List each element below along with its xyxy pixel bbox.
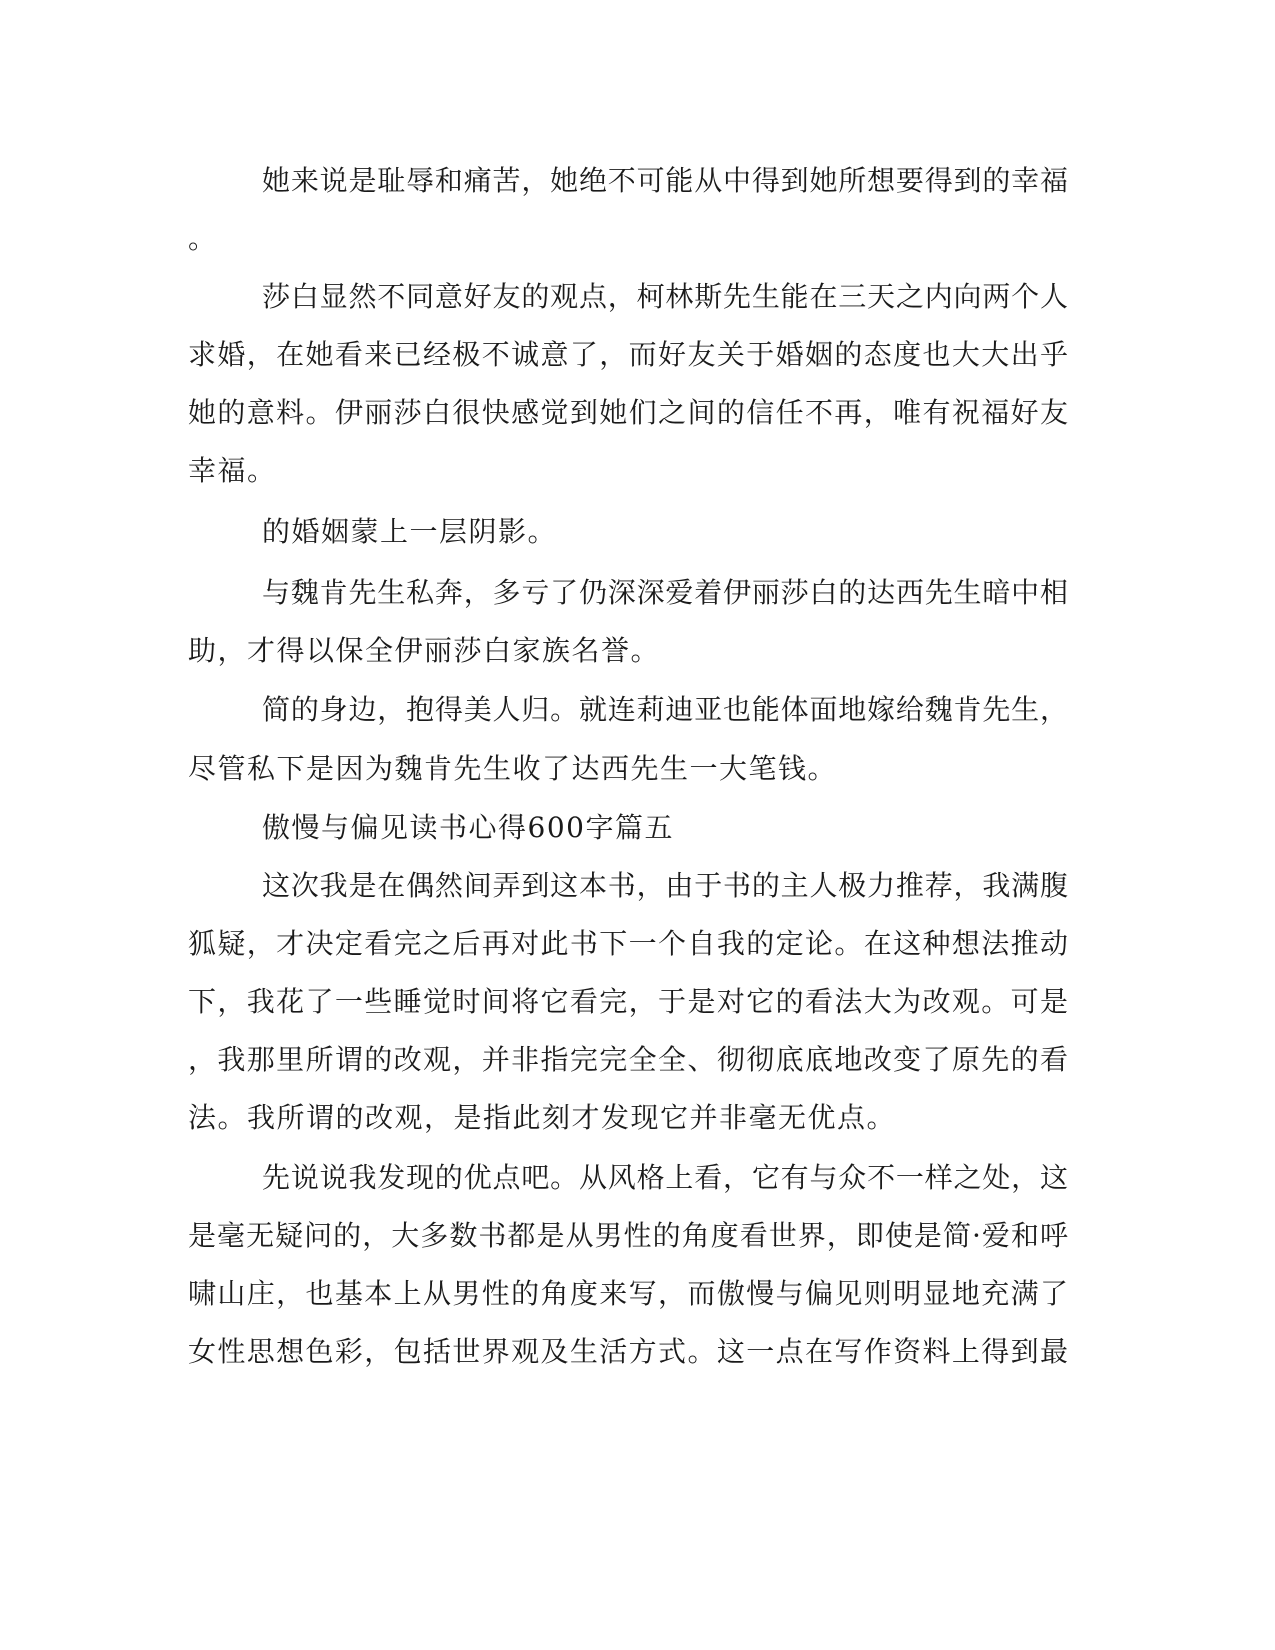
text-line-20: 啸山庄，也基本上从男性的角度来写，而傲慢与偏见则明显地充满了 bbox=[188, 1277, 1068, 1310]
text-line-14: 狐疑，才决定看完之后再对此书下一个自我的定论。在这种想法推动 bbox=[188, 927, 1068, 960]
text-line-7: 的婚姻蒙上一层阴影。 bbox=[262, 515, 558, 548]
text-line-8: 与魏肯先生私奔，多亏了仍深深爱着伊丽莎白的达西先生暗中相 bbox=[262, 576, 1068, 609]
text-line-15: 下，我花了一些睡觉时间将它看完，于是对它的看法大为改观。可是 bbox=[188, 985, 1068, 1018]
section-heading: 傲慢与偏见读书心得600字篇五 bbox=[262, 811, 674, 844]
text-line-6: 幸福。 bbox=[188, 454, 277, 487]
text-line-16: ，我那里所谓的改观，并非指完完全全、彻彻底底地改变了原先的看 bbox=[188, 1043, 1068, 1076]
text-line-1: 她来说是耻辱和痛苦，她绝不可能从中得到她所想要得到的幸福 bbox=[262, 164, 1068, 197]
text-line-3: 莎白显然不同意好友的观点，柯林斯先生能在三天之内向两个人 bbox=[262, 280, 1068, 313]
text-line-9: 助，才得以保全伊丽莎白家族名誉。 bbox=[188, 634, 661, 667]
text-line-17: 法。我所谓的改观，是指此刻才发现它并非毫无优点。 bbox=[188, 1101, 897, 1134]
text-line-19: 是毫无疑问的，大多数书都是从男性的角度看世界，即使是简·爱和呼 bbox=[188, 1219, 1068, 1252]
text-line-2: 。 bbox=[188, 222, 218, 255]
text-line-21: 女性思想色彩，包括世界观及生活方式。这一点在写作资料上得到最 bbox=[188, 1335, 1068, 1368]
text-line-10: 简的身边，抱得美人归。就连莉迪亚也能体面地嫁给魏肯先生， bbox=[262, 693, 1068, 726]
text-line-11: 尽管私下是因为魏肯先生收了达西先生一大笔钱。 bbox=[188, 752, 838, 785]
text-line-13: 这次我是在偶然间弄到这本书，由于书的主人极力推荐，我满腹 bbox=[262, 869, 1068, 902]
text-line-18: 先说说我发现的优点吧。从风格上看，它有与众不一样之处，这 bbox=[262, 1161, 1068, 1194]
text-line-4: 求婚，在她看来已经极不诚意了，而好友关于婚姻的态度也大大出乎 bbox=[188, 338, 1068, 371]
text-line-5: 她的意料。伊丽莎白很快感觉到她们之间的信任不再，唯有祝福好友 bbox=[188, 396, 1068, 429]
